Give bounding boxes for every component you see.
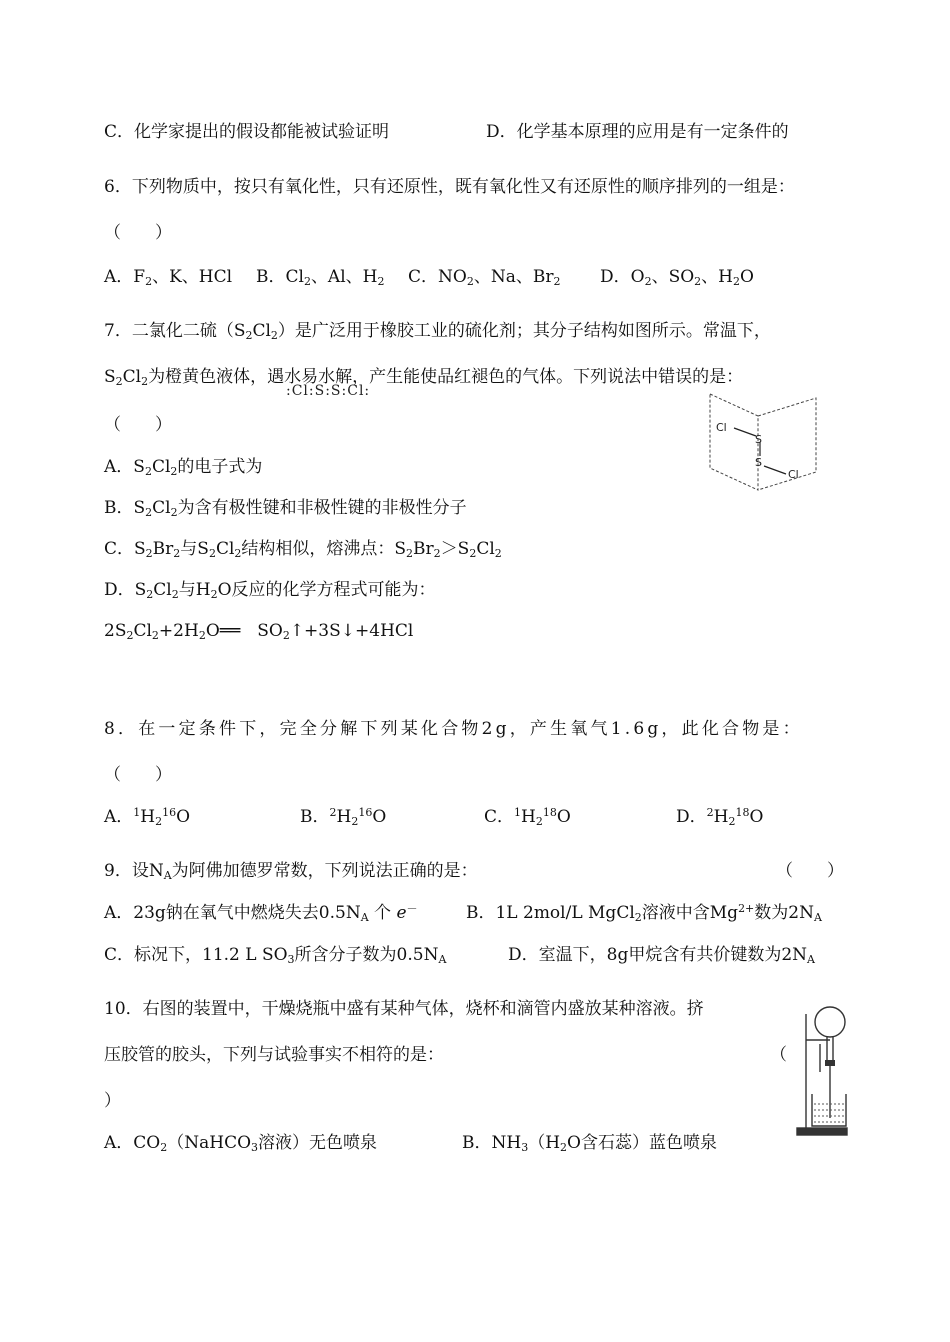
q6-option-b: B．$Cl_2$、Al、$H_2$ xyxy=(256,267,385,288)
figure-atom-cl-2: Cl xyxy=(788,468,799,481)
q10-stem-line1: 10．右图的装置中，干燥烧瓶中盛有某种气体，烧杯和滴管内盛放某种溶液。挤 xyxy=(104,999,704,1019)
q7-option-b: B．$S_2Cl_2$为含有极性键和非极性键的非极性分子 xyxy=(104,498,467,519)
q6-answer-blank: （ ） xyxy=(104,223,172,243)
q7-option-c: C．$S_2Br_2$与$S_2Cl_2$结构相似，熔沸点：$S_2Br_2>S_2Cl_2$ xyxy=(104,539,502,560)
q8-option-c: C．$^1H_2^{18}O$ xyxy=(484,806,571,828)
q8-stem: 8．在一定条件下，完全分解下列某化合物2g，产生氧气1.6g，此化合物是： xyxy=(104,719,803,739)
s2cl2-structure-figure xyxy=(700,386,826,496)
q10-blank-close: ） xyxy=(104,1091,121,1111)
q8-answer-blank: （ ） xyxy=(104,765,172,785)
q6-stem: 6．下列物质中，按只有氧化性，只有还原性，既有氧化性又有还原性的顺序排列的一组是： xyxy=(104,177,795,197)
q6-option-d: D．$O_2$、$SO_2$、$H_2O$ xyxy=(600,267,754,288)
q9-stem: 9．设$N_A$为阿佛加德罗常数，下列说法正确的是： xyxy=(104,861,478,882)
q7-stem-line2: $S_2Cl_2$为橙黄色液体，遇水易水解，产生能使品红褪色的气体。下列说法中错误的是： xyxy=(104,367,744,388)
q8-option-b: B．$^2H_2^{16}O$ xyxy=(300,806,387,828)
q10-blank-open: （ xyxy=(770,1045,787,1065)
q9-option-b: B．1L 2mol/L MgCl$_2$溶液中含$Mg^{2+}$数为$2N_A$ xyxy=(466,902,822,924)
figure-atom-s-2: S xyxy=(755,456,762,469)
q10-option-b: B．$NH_3(H_2O$含石蕊）蓝色喷泉 xyxy=(462,1133,717,1154)
q8-option-a: A．$^1H_2^{16}O$ xyxy=(104,806,191,828)
q7-answer-blank: （ ） xyxy=(104,415,172,435)
q7-equation: $2S_2Cl_2+2H_2O══$ $SO_2↑+3S↓+4HCl$ xyxy=(104,621,414,642)
figure-atom-cl-1: Cl xyxy=(716,421,727,434)
figure-atom-s-1: S xyxy=(755,433,762,446)
q9-option-c: C．标况下，11.2 L $SO_3$所含分子数为$0.5N_A$ xyxy=(104,945,447,966)
q5-option-c: C．化学家提出的假设都能被试验证明 xyxy=(104,122,390,142)
q10-option-a: A．$CO_2(NaHCO_3$溶液）无色喷泉 xyxy=(104,1133,378,1154)
q9-option-d: D．室温下，8g甲烷含有共价键数为$2N_A$ xyxy=(508,945,815,966)
q7-option-a: A．$S_2Cl_2$的电子式为 xyxy=(104,457,263,478)
q6-option-c: C．$NO_2$、Na、$Br_2$ xyxy=(408,267,561,288)
q9-option-a: A．23g钠在氧气中燃烧失去$0.5N_A$ 个 e－ xyxy=(104,902,418,924)
fountain-apparatus-figure xyxy=(794,1000,856,1138)
q7-electron-formula: :Cl:S:S:Cl: xyxy=(286,383,371,399)
q5-option-d: D．化学基本原理的应用是有一定条件的 xyxy=(486,122,789,142)
q7-option-d: D．$S_2Cl_2$与$H_2O$反应的化学方程式可能为： xyxy=(104,580,436,601)
q6-option-a: A．$F_2$、K、HCl xyxy=(104,267,233,288)
q9-answer-blank: （ ） xyxy=(776,861,844,881)
q8-option-d: D．$^2H_2^{18}O$ xyxy=(676,806,764,828)
q7-stem-line1: 7．二氯化二硫$(S_2Cl_2)$是广泛用于橡胶工业的硫化剂；其分子结构如图所示。常温下， xyxy=(104,321,771,342)
q10-stem-line2: 压胶管的胶头，下列与试验事实不相符的是： xyxy=(104,1045,444,1065)
